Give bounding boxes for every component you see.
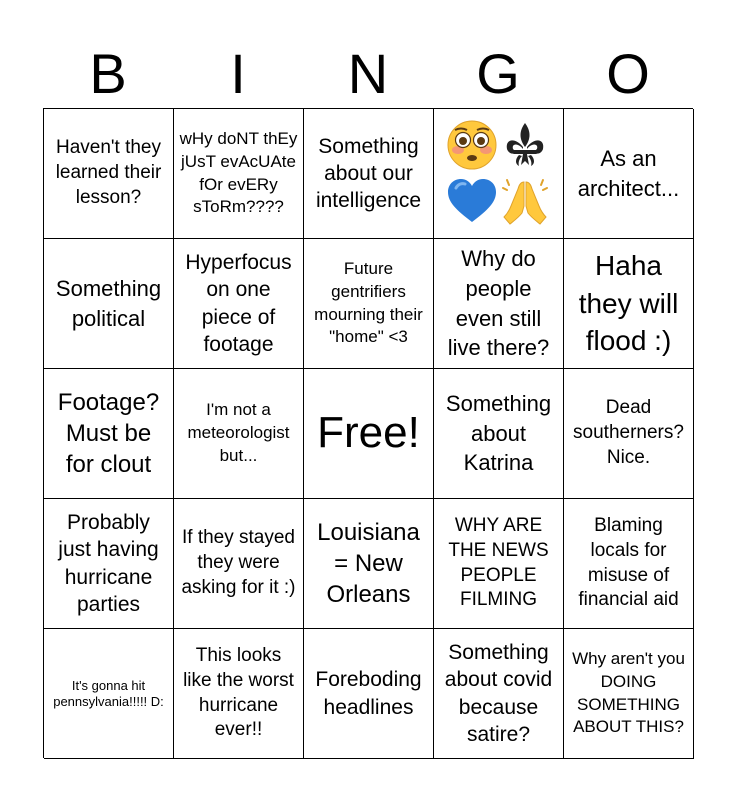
- blue-heart-icon: [446, 176, 499, 233]
- bingo-board: [43, 108, 693, 758]
- cell-text: This looks like the worst hurricane ever!!: [183, 645, 294, 741]
- cell-text: Foreboding headlines: [315, 668, 422, 719]
- cell-text: Dead southerners? Nice.: [573, 397, 684, 468]
- bingo-cell[interactable]: [304, 629, 434, 759]
- cell-text: Hyperfocus on one piece of footage: [185, 250, 292, 356]
- bingo-cell[interactable]: [44, 239, 174, 369]
- cell-text: Something about Katrina: [445, 390, 552, 476]
- bingo-cell[interactable]: [304, 239, 434, 369]
- header-letter-g: G: [476, 42, 520, 105]
- cell-text: Something about covid because satire?: [444, 640, 553, 746]
- cell-text: Future gentrifiers mourning their "home" <3: [314, 258, 423, 347]
- cell-text: WHY ARE THE NEWS PEOPLE FILMING: [448, 515, 549, 611]
- cell-text: I'm not a meteorologist but...: [187, 400, 290, 465]
- bingo-cell[interactable]: [304, 499, 434, 629]
- bingo-header: [43, 40, 693, 108]
- cell-text: If they stayed they were asking for it :): [181, 527, 296, 598]
- cell-text: wHy doNT thEy jUsT evAcUAte fOr evERy sToRm????: [179, 128, 298, 217]
- fleur-de-lis-icon: [499, 119, 552, 176]
- bingo-cell[interactable]: [44, 499, 174, 629]
- cell-text: It's gonna hit pennsylvania!!!!! D:: [53, 677, 164, 709]
- header-letter-n: N: [347, 42, 389, 105]
- bingo-cell[interactable]: [174, 239, 304, 369]
- header-letter-o: O: [606, 42, 650, 105]
- cell-text: Blaming locals for misuse of financial aid: [578, 515, 679, 611]
- flushed-face-icon: [446, 119, 499, 176]
- folded-hands-icon: [499, 176, 552, 233]
- bingo-cell[interactable]: [564, 629, 694, 759]
- cell-text: Why do people even still live there?: [447, 246, 550, 361]
- header-letter-i: I: [230, 42, 246, 105]
- bingo-cell[interactable]: [174, 109, 304, 239]
- bingo-cell[interactable]: [564, 369, 694, 499]
- bingo-cell[interactable]: [174, 629, 304, 759]
- cell-text: Haven't they learned their lesson?: [55, 137, 162, 208]
- free-space-text: Free!: [317, 408, 420, 458]
- bingo-cell[interactable]: [564, 239, 694, 369]
- cell-text: Louisiana = New Orleans: [317, 518, 420, 609]
- bingo-cell[interactable]: [44, 369, 174, 499]
- bingo-cell[interactable]: [174, 499, 304, 629]
- bingo-cell[interactable]: [434, 239, 564, 369]
- bingo-cell[interactable]: [564, 499, 694, 629]
- bingo-cell[interactable]: [434, 499, 564, 629]
- bingo-cell[interactable]: [434, 369, 564, 499]
- bingo-cell-free[interactable]: [304, 369, 434, 499]
- cell-text: As an architect...: [577, 145, 680, 201]
- cell-text: Why aren't you DOING SOMETHING ABOUT THIS?: [572, 648, 685, 737]
- cell-text: Something about our intelligence: [315, 134, 422, 213]
- bingo-cell[interactable]: [304, 109, 434, 239]
- bingo-cell-emoji[interactable]: [434, 109, 564, 239]
- bingo-cell[interactable]: [434, 629, 564, 759]
- bingo-cell[interactable]: [44, 109, 174, 239]
- cell-text: Something political: [55, 275, 162, 331]
- bingo-cell[interactable]: [44, 629, 174, 759]
- cell-text: Probably just having hurricane parties: [58, 510, 159, 616]
- header-letter-b: B: [89, 42, 127, 105]
- bingo-cell[interactable]: [564, 109, 694, 239]
- cell-text: Haha they will flood :): [578, 249, 679, 357]
- bingo-cell[interactable]: [174, 369, 304, 499]
- cell-text: Footage? Must be for clout: [57, 388, 160, 479]
